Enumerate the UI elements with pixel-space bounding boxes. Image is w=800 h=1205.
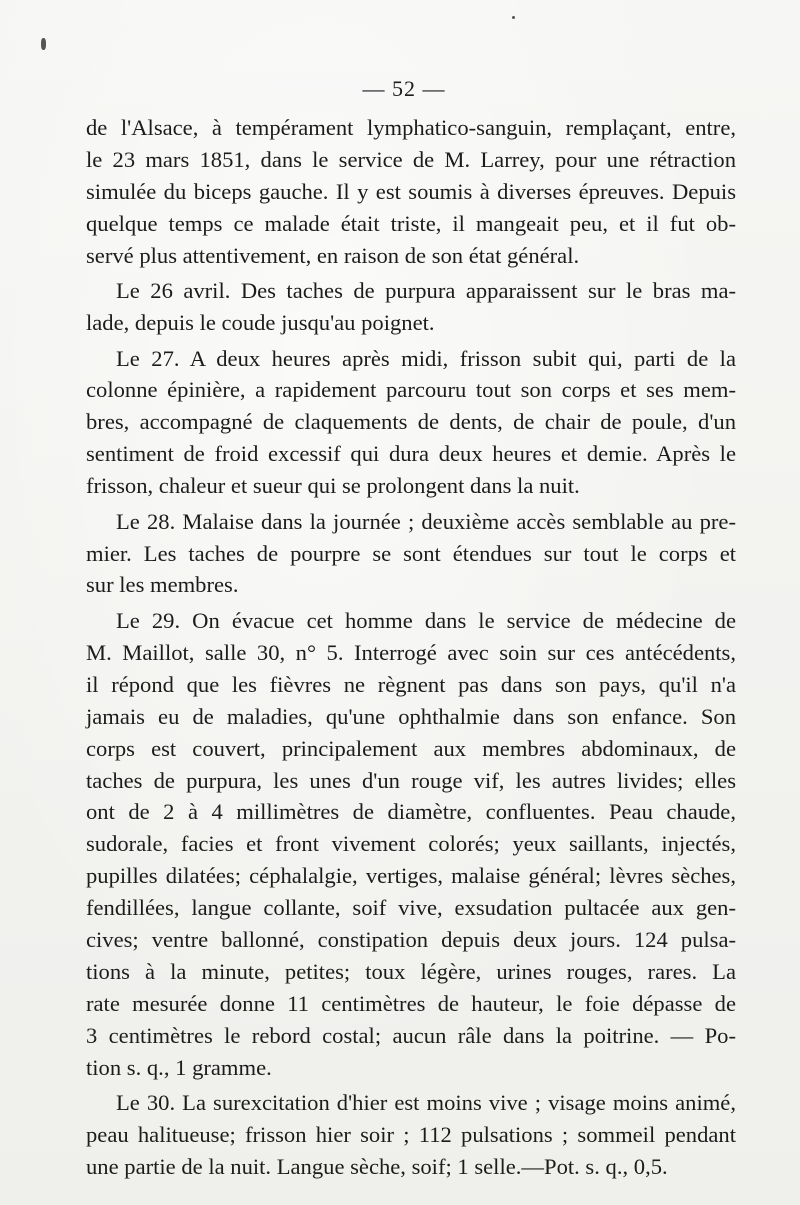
paragraph xyxy=(86,506,736,602)
paragraph xyxy=(86,343,736,503)
text-line: Le 26 avril. Des taches de purpura apparaissent sur le bras ma- xyxy=(116,278,736,304)
text-line: bres, accompagné de claquements de dents, de chair de poule, d'un xyxy=(86,409,736,435)
text-line: peau halitueuse; frisson hier soir ; 112 pulsations ; sommeil pendant xyxy=(86,1122,736,1148)
text-line: simulée du biceps gauche. Il y est soumis à diverses épreuves. Depuis xyxy=(86,178,736,204)
text-line: une partie de la nuit. Langue sèche, soif; 1 selle.—Pot. s. q., 0,5. xyxy=(86,1153,668,1179)
text-line: Le 29. On évacue cet homme dans le service de médecine de xyxy=(116,607,736,633)
text-line: taches de purpura, les unes d'un rouge vif, les autres livides; elles xyxy=(86,767,736,793)
text-line: tions à la minute, petites; toux légère, urines rouges, rares. La xyxy=(86,958,736,984)
paragraph xyxy=(86,605,736,1084)
text-line: pupilles dilatées; céphalalgie, vertiges, malaise général; lèvres sèches, xyxy=(86,863,736,889)
text-line: Le 27. A deux heures après midi, frisson subit qui, parti de la xyxy=(116,345,736,371)
ink-speck xyxy=(41,38,46,50)
paragraph xyxy=(86,275,736,339)
text-line: de l'Alsace, à tempérament lymphatico-sanguin, remplaçant, entre, xyxy=(86,115,736,140)
text-line: cives; ventre ballonné, constipation depuis deux jours. 124 pulsa- xyxy=(86,927,736,953)
text-line: Le 30. La surexcitation d'hier est moins vive ; visage moins animé, xyxy=(116,1090,736,1116)
text-line: ont de 2 à 4 millimètres de diamètre, confluentes. Peau chaude, xyxy=(86,799,736,825)
text-line: rate mesurée donne 11 centimètres de hauteur, le foie dépasse de xyxy=(86,990,736,1016)
text-line: jamais eu de maladies, qu'une ophthalmie dans son enfance. Son xyxy=(86,703,736,729)
text-line: tion s. q., 1 gramme. xyxy=(86,1054,272,1080)
text-line: fendillées, langue collante, soif vive, exsudation pultacée aux gen- xyxy=(86,895,736,921)
text-line: Le 28. Malaise dans la journée ; deuxième accès semblable au pre- xyxy=(116,508,736,534)
text-line: quelque temps ce malade était triste, il mangeait peu, et il fut ob- xyxy=(86,210,736,236)
text-line: le 23 mars 1851, dans le service de M. Larrey, pour une rétraction xyxy=(86,146,736,172)
text-line: mier. Les taches de pourpre se sont étendues sur tout le corps et xyxy=(86,540,736,566)
text-line: 3 centimètres le rebord costal; aucun râle dans la poitrine. — Po- xyxy=(86,1022,736,1048)
text-line: sentiment de froid excessif qui dura deux heures et demie. Après le xyxy=(86,441,736,467)
text-line: corps est couvert, principalement aux membres abdominaux, de xyxy=(86,735,736,761)
text-line: il répond que les fièvres ne règnent pas dans son pays, qu'il n'a xyxy=(86,671,736,697)
text-body xyxy=(86,112,736,1186)
text-line: frisson, chaleur et sueur qui se prolongent dans la nuit. xyxy=(86,473,580,499)
page-number: — 52 — xyxy=(362,76,446,101)
paragraph xyxy=(86,112,736,272)
text-line: sur les membres. xyxy=(86,572,239,598)
text-line: M. Maillot, salle 30, n° 5. Interrogé avec soin sur ces antécédents, xyxy=(86,639,736,665)
ink-speck xyxy=(512,16,515,19)
text-line: colonne épinière, a rapidement parcouru tout son corps et ses mem- xyxy=(86,377,736,403)
text-line: sudorale, facies et front vivement colorés; yeux saillants, injectés, xyxy=(86,831,736,857)
text-line: servé plus attentivement, en raison de son état général. xyxy=(86,242,580,268)
paragraph xyxy=(86,1087,736,1183)
text-line: lade, depuis le coude jusqu'au poignet. xyxy=(86,310,435,336)
